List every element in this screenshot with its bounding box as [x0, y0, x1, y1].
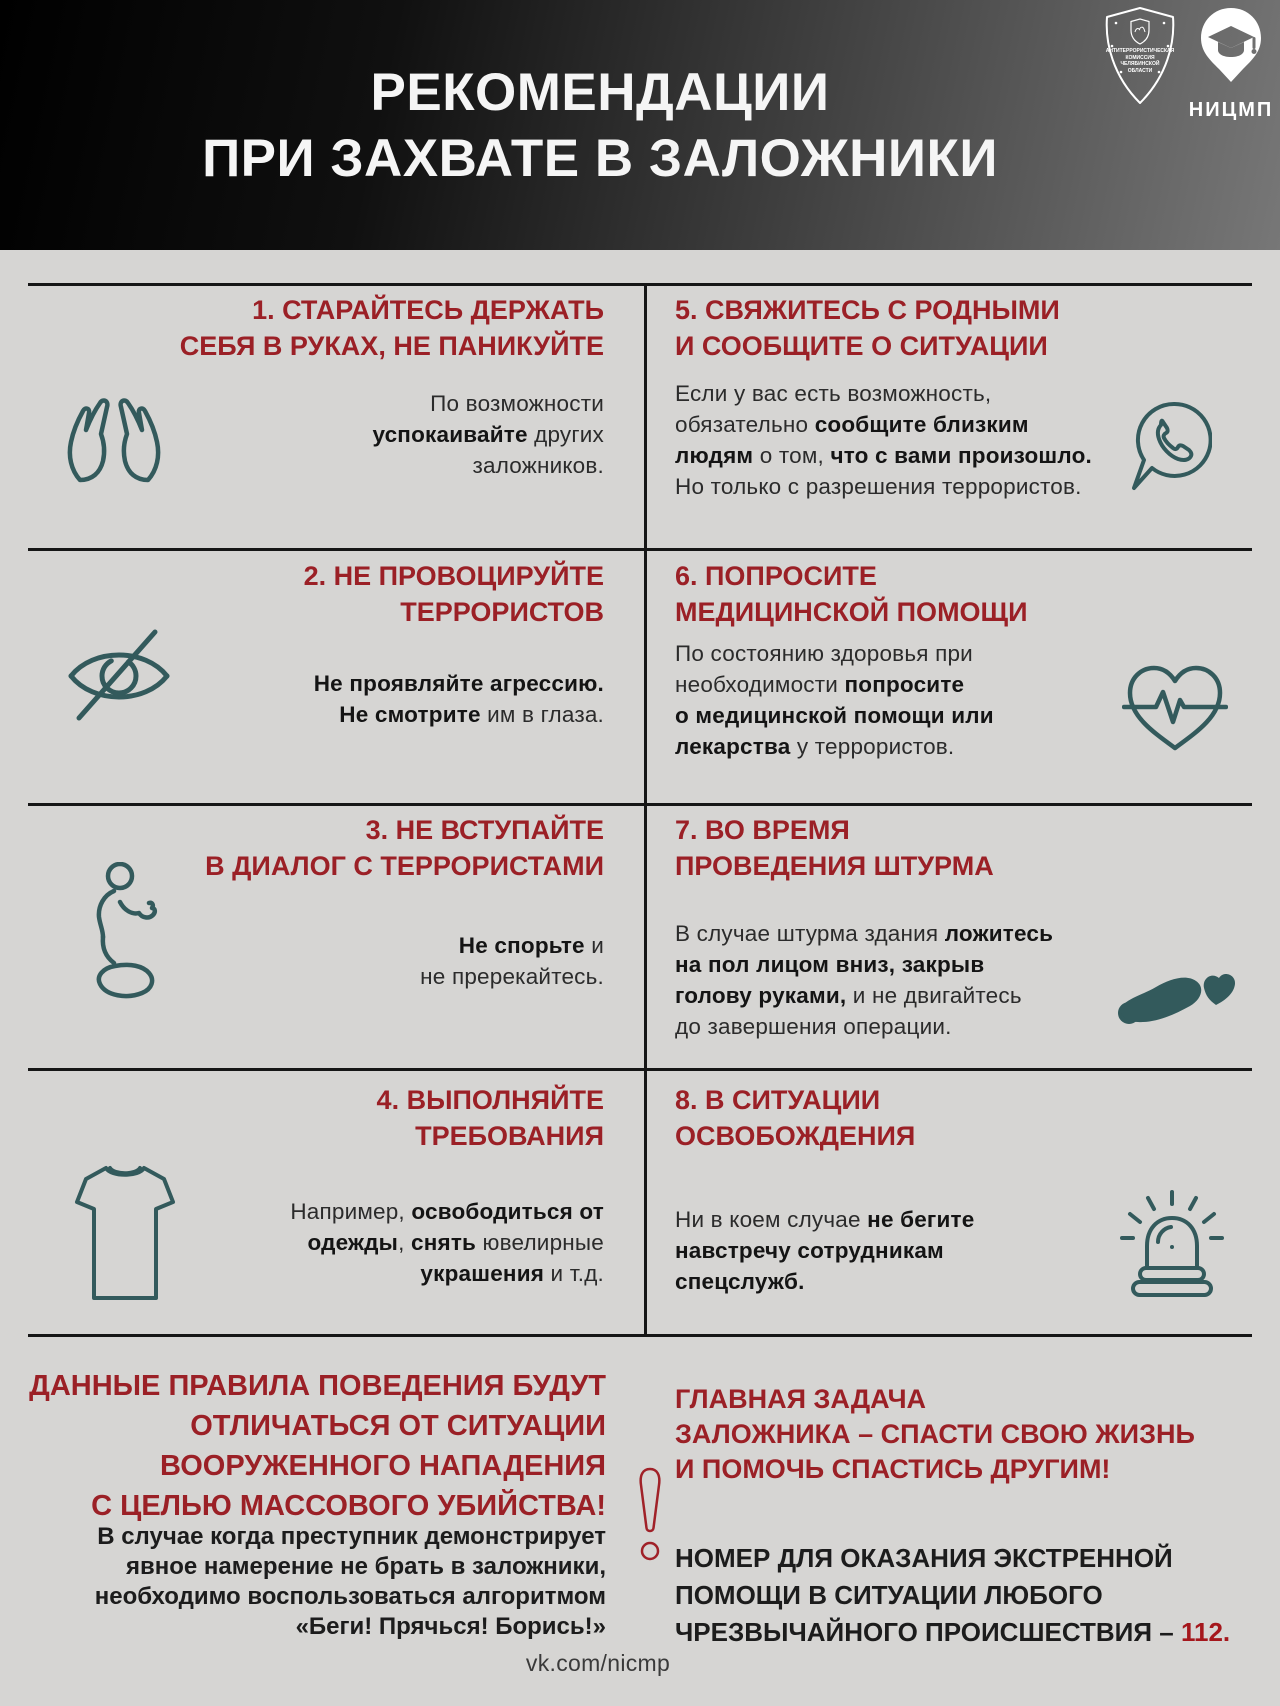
exclamation-icon	[633, 1466, 667, 1566]
card-4-body: Например, освободиться от одежды, снять ювелирные украшения и т.д.	[290, 1199, 604, 1286]
grid-line	[28, 803, 1252, 806]
kneeling-person-icon	[90, 862, 178, 1004]
heart-pulse-icon	[1122, 660, 1228, 755]
footer-link: vk.com/nicmp	[525, 1650, 671, 1676]
card-8-heading: 8. В СИТУАЦИИ ОСВОБОЖДЕНИЯ	[675, 1085, 916, 1151]
shield-logo-text: АНТИТЕРРОРИСТИЧЕСКАЯ КОМИССИЯ ЧЕЛЯБИНСКОЙ ОБЛАСТИ	[1105, 48, 1175, 74]
main-goal-text: ГЛАВНАЯ ЗАДАЧА ЗАЛОЖНИКА – СПАСТИ СВОЮ ЖИЗНЬ И ПОМОЧЬ СПАСТИСЬ ДРУГИМ!	[675, 1384, 1195, 1484]
person-lying-down-icon	[1112, 950, 1242, 1030]
card-2-body: Не проявляйте агрессию. Не смотрите им в глаза.	[313, 671, 604, 727]
poster-title: РЕКОМЕНДАЦИИ ПРИ ЗАХВАТЕ В ЗАЛОЖНИКИ	[202, 63, 998, 188]
card-8-body: Ни в коем случае не бегите навстречу сотрудникам спецслужб.	[675, 1207, 975, 1294]
card-6-heading: 6. ПОПРОСИТЕ МЕДИЦИНСКОЙ ПОМОЩИ	[675, 561, 1028, 627]
grid-line	[28, 1334, 1252, 1337]
card-6-body: По состоянию здоровья при необходимости попросите о медицинской помощи или лекарства у террористов.	[675, 641, 994, 759]
location-pin-graduation-icon	[1188, 6, 1274, 92]
nicmp-logo	[1188, 6, 1274, 122]
card-5-body: Если у вас есть возможность, обязательно сообщите близким людям о том, что с вами произошло. Но только с разрешения террористов.	[675, 381, 1092, 499]
card-7-body: В случае штурма здания ложитесь на пол лицом вниз, закрыв голову руками, и не двигайтесь до завершения операции.	[675, 921, 1054, 1039]
card-3-heading: 3. НЕ ВСТУПАЙТЕ В ДИАЛОГ С ТЕРРОРИСТАМИ	[205, 815, 604, 881]
warning-text: ДАННЫЕ ПРАВИЛА ПОВЕДЕНИЯ БУДУТ ОТЛИЧАТЬСЯ ОТ СИТУАЦИИ ВООРУЖЕННОГО НАПАДЕНИЯ С ЦЕЛЬЮ МАССОВОГО УБИЙСТВА!	[29, 1370, 606, 1522]
card-5-heading: 5. СВЯЖИТЕСЬ С РОДНЫМИ И СООБЩИТЕ О СИТУАЦИИ	[675, 295, 1060, 361]
card-4-heading: 4. ВЫПОЛНЯЙТЕ ТРЕБОВАНИЯ	[376, 1085, 604, 1151]
grid-divider	[644, 283, 647, 1337]
card-3-body: Не спорьте и не пререкайтесь.	[420, 933, 604, 989]
hands-icon	[66, 390, 162, 486]
grid-line	[28, 283, 1252, 286]
tshirt-icon	[74, 1162, 176, 1304]
emergency-number-text: НОМЕР ДЛЯ ОКАЗАНИЯ ЭКСТРЕННОЙ ПОМОЩИ В СИТУАЦИИ ЛЮБОГО ЧРЕЗВЫЧАЙНОГО ПРОИСШЕСТВИЯ – 112.	[675, 1543, 1231, 1647]
attack-note-text: В случае когда преступник демонстрирует явное намерение не брать в заложники, необходимо воспользоваться алгоритмом «Беги! Прячься! Борись!»	[94, 1523, 606, 1640]
card-2-heading: 2. НЕ ПРОВОЦИРУЙТЕ ТЕРРОРИСТОВ	[303, 561, 604, 627]
card-7-heading: 7. ВО ВРЕМЯ ПРОВЕДЕНИЯ ШТУРМА	[675, 815, 994, 881]
grid-line	[28, 1068, 1252, 1071]
grid-line	[28, 548, 1252, 551]
antiterror-commission-logo	[1103, 6, 1177, 106]
siren-icon	[1120, 1190, 1224, 1300]
whatsapp-phone-icon	[1130, 398, 1212, 503]
card-1-heading: 1. СТАРАЙТЕСЬ ДЕРЖАТЬ СЕБЯ В РУКАХ, НЕ ПАНИКУЙТЕ	[179, 295, 604, 361]
crossed-eye-icon	[63, 618, 175, 730]
header-banner	[0, 0, 1280, 250]
nicmp-label: НИЦМП	[1188, 99, 1274, 121]
card-1-body: По возможности успокаивайте других заложников.	[372, 391, 604, 478]
